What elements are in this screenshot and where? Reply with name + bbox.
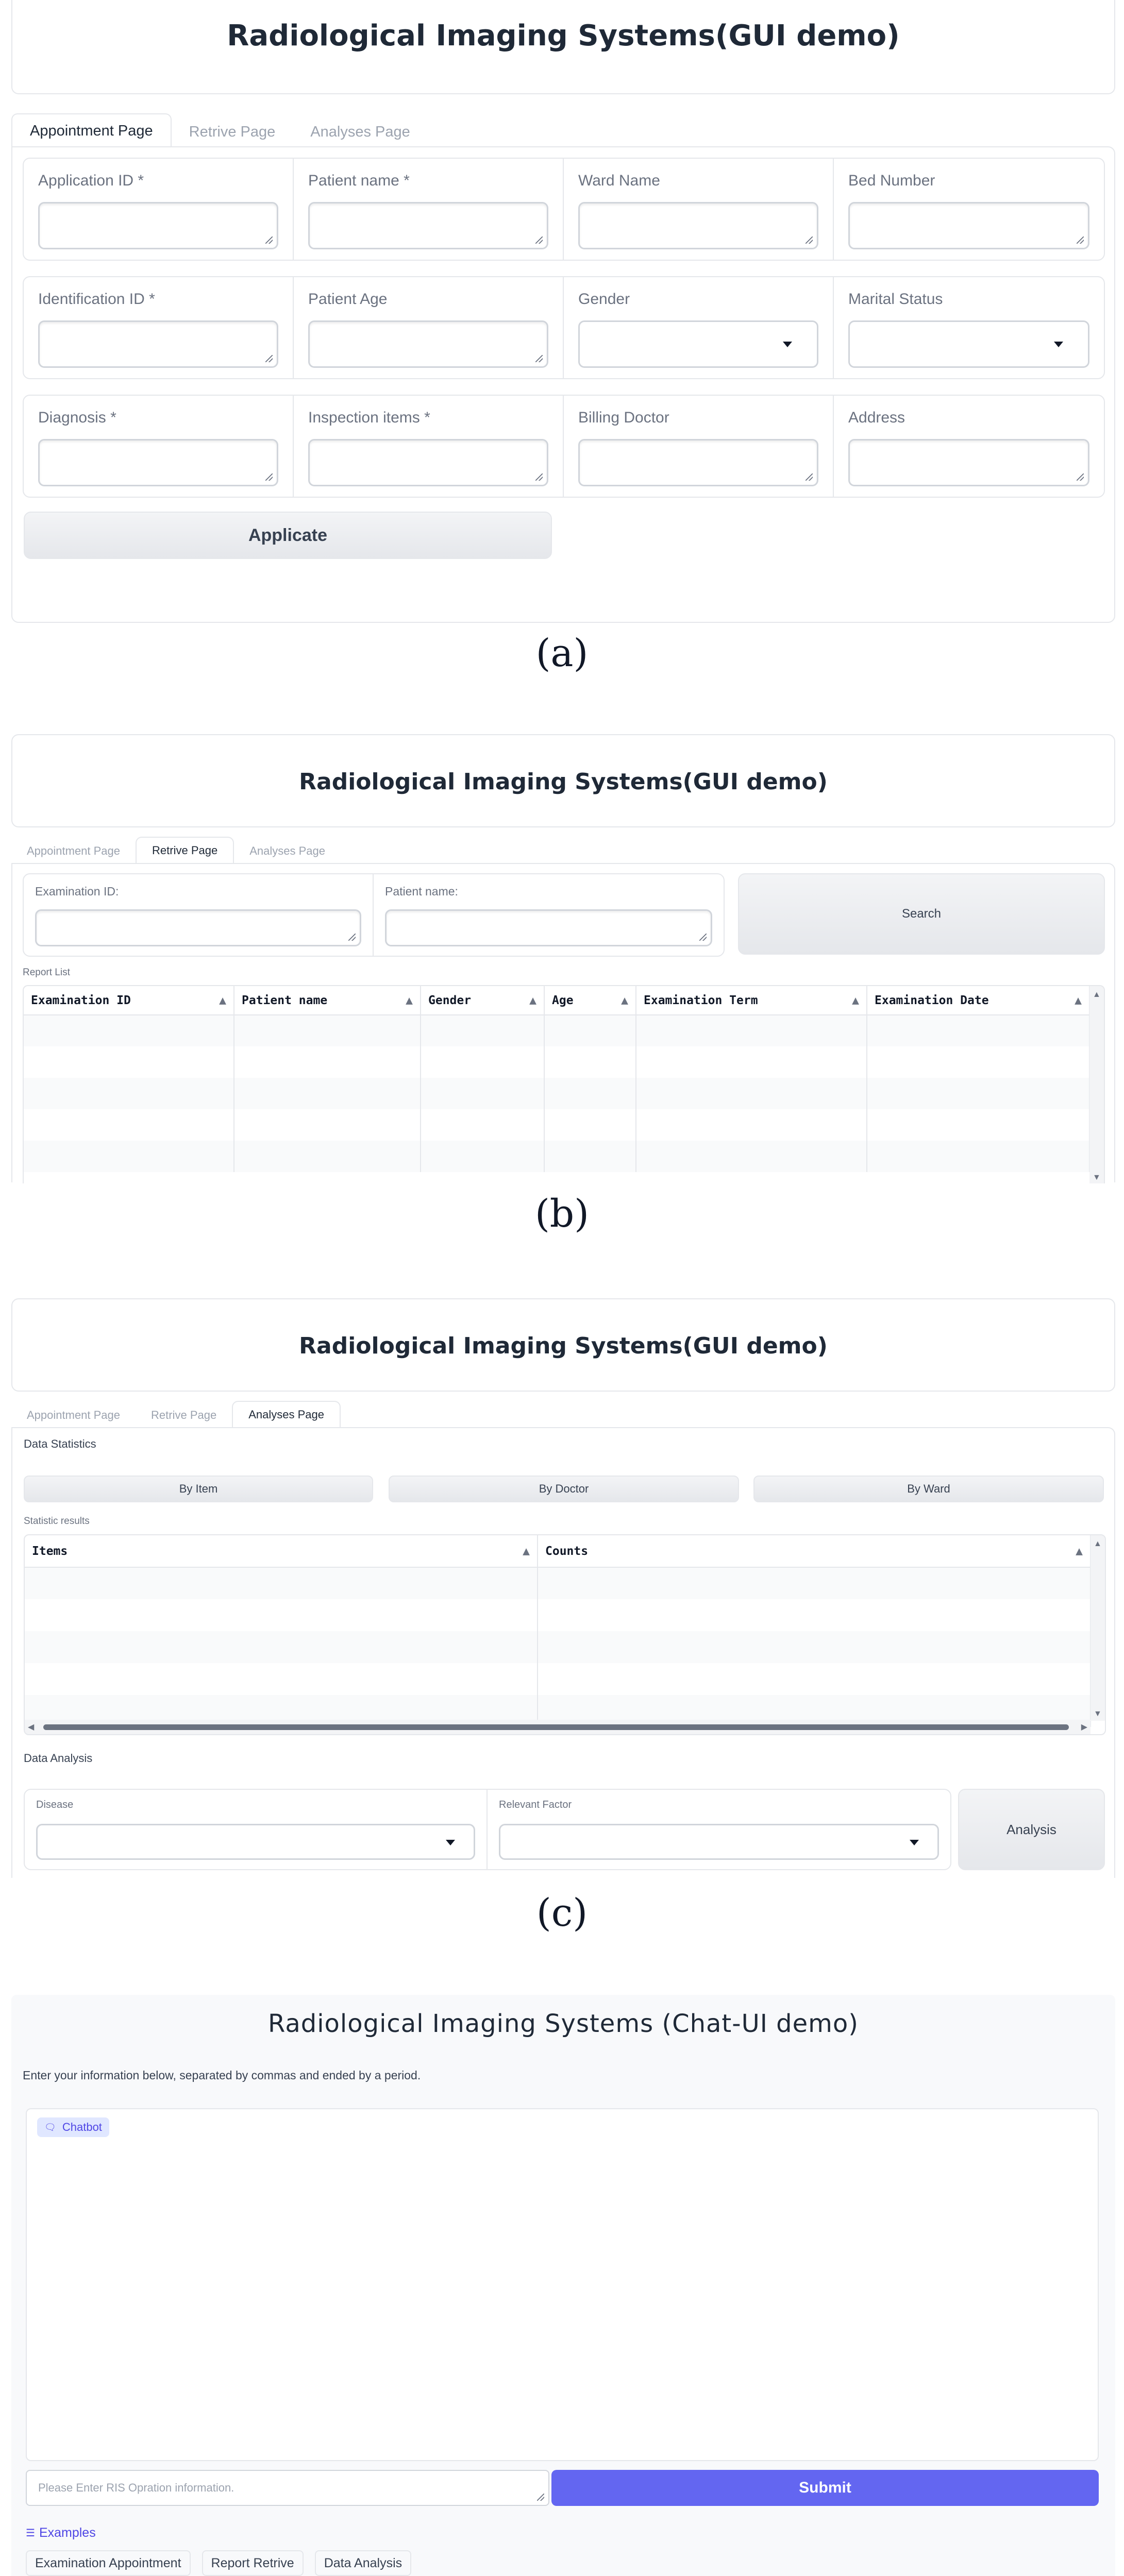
vertical-scrollbar[interactable] bbox=[1089, 986, 1104, 1183]
example-report-retrive[interactable]: Report Retrive bbox=[202, 2550, 304, 2576]
applicate-button[interactable]: Applicate bbox=[24, 512, 552, 559]
patient-age-input[interactable] bbox=[308, 320, 548, 368]
table-row[interactable] bbox=[25, 1599, 1091, 1631]
horizontal-scrollbar[interactable] bbox=[25, 1720, 1091, 1734]
tab-appointment[interactable]: Appointment Page bbox=[11, 113, 172, 147]
table-row[interactable] bbox=[25, 1631, 1091, 1663]
form-row-1 bbox=[23, 158, 1105, 261]
retrive-panel bbox=[11, 863, 1115, 1182]
statistic-results-label: Statistic results bbox=[24, 1516, 90, 1527]
tab-bar bbox=[11, 838, 341, 863]
list-icon: ☰ bbox=[26, 2528, 35, 2539]
address-field: Address bbox=[834, 396, 1104, 497]
analysis-button[interactable]: Analysis bbox=[958, 1789, 1105, 1870]
sort-icon[interactable]: ▲ bbox=[1076, 1544, 1083, 1558]
form-row-2 bbox=[23, 276, 1105, 379]
examination-id-field: Examination ID: bbox=[24, 874, 374, 956]
tab-retrive[interactable]: Retrive Page bbox=[136, 837, 234, 863]
page-title: Radiological Imaging Systems(GUI demo) bbox=[299, 769, 828, 795]
by-ward-button[interactable]: By Ward bbox=[753, 1476, 1104, 1502]
data-analysis-label: Data Analysis bbox=[24, 1752, 93, 1765]
chevron-down-icon bbox=[783, 342, 792, 347]
patient-age-field: Patient Age bbox=[294, 277, 564, 378]
scroll-up-icon[interactable]: ▲ bbox=[1094, 1539, 1102, 1548]
relevant-factor-dropdown[interactable] bbox=[499, 1824, 939, 1860]
table-row[interactable] bbox=[24, 1046, 1089, 1078]
example-examination-appointment[interactable]: Examination Appointment bbox=[26, 2550, 191, 2576]
analyses-panel bbox=[11, 1427, 1115, 1878]
column-header[interactable]: Gender ▲ bbox=[421, 986, 544, 1015]
chevron-down-icon bbox=[910, 1840, 919, 1845]
bed-number-field: Bed Number bbox=[834, 159, 1104, 260]
gender-field: Gender bbox=[564, 277, 834, 378]
page-title: Radiological Imaging Systems(GUI demo) bbox=[299, 1333, 828, 1359]
table-row[interactable] bbox=[24, 1141, 1089, 1172]
application-id-input[interactable] bbox=[38, 202, 278, 249]
scroll-up-icon[interactable]: ▲ bbox=[1093, 990, 1101, 999]
sort-icon[interactable]: ▲ bbox=[523, 1544, 530, 1558]
examples-header: ☰ Examples bbox=[26, 2526, 96, 2540]
chatbot-label: 🗨 Chatbot bbox=[37, 2117, 109, 2137]
tab-bar bbox=[11, 1402, 341, 1428]
sort-icon[interactable]: ▲ bbox=[852, 993, 859, 1007]
chatbot-area bbox=[26, 2108, 1099, 2461]
inspection-items-field: Inspection items * bbox=[294, 396, 564, 497]
tab-appointment[interactable]: Appointment Page bbox=[27, 1409, 121, 1421]
patient-name-field: Patient name * bbox=[294, 159, 564, 260]
tab-analyses[interactable]: Analyses Page bbox=[310, 123, 410, 140]
relevant-factor-field: Relevant Factor bbox=[488, 1790, 950, 1869]
scroll-thumb[interactable] bbox=[43, 1724, 1069, 1730]
chat-ui-panel bbox=[11, 1995, 1115, 2576]
patient-name-input[interactable] bbox=[308, 202, 548, 249]
panel-c-header bbox=[11, 1298, 1115, 1392]
search-fields bbox=[23, 873, 725, 957]
report-table bbox=[23, 985, 1105, 1183]
marital-status-field: Marital Status bbox=[834, 277, 1104, 378]
inspection-items-input[interactable] bbox=[308, 439, 548, 486]
patient-name-field: Patient name: bbox=[374, 874, 724, 956]
marital-status-dropdown[interactable] bbox=[848, 320, 1089, 368]
panel-b-header bbox=[11, 734, 1115, 827]
sort-icon[interactable]: ▲ bbox=[621, 993, 628, 1007]
disease-field: Disease bbox=[25, 1790, 488, 1869]
tab-bar bbox=[11, 114, 428, 147]
patient-name-input[interactable] bbox=[385, 909, 712, 946]
by-item-button[interactable]: By Item bbox=[24, 1476, 373, 1502]
tab-analyses[interactable]: Analyses Page bbox=[249, 844, 325, 857]
statistics-table bbox=[24, 1534, 1106, 1735]
table-row[interactable] bbox=[25, 1567, 1091, 1599]
column-header[interactable]: Patient name ▲ bbox=[234, 986, 421, 1015]
ward-name-input[interactable] bbox=[578, 202, 818, 249]
examples-list bbox=[26, 2550, 423, 2576]
tab-analyses[interactable]: Analyses Page bbox=[232, 1401, 341, 1428]
chevron-down-icon bbox=[446, 1840, 455, 1845]
column-header[interactable]: Counts ▲ bbox=[538, 1535, 1091, 1567]
vertical-scrollbar[interactable] bbox=[1091, 1535, 1105, 1721]
page-title: Radiological Imaging Systems (Chat-UI demo) bbox=[268, 2009, 859, 2038]
sort-icon[interactable]: ▲ bbox=[219, 993, 226, 1007]
sort-icon[interactable]: ▲ bbox=[406, 993, 413, 1007]
ris-information-input[interactable]: Please Enter RIS Opration information. bbox=[26, 2470, 549, 2506]
submit-button[interactable]: Submit bbox=[551, 2470, 1099, 2506]
page-title: Radiological Imaging Systems(GUI demo) bbox=[227, 19, 900, 53]
chat-icon: 🗨 bbox=[44, 2122, 56, 2132]
ward-name-field: Ward Name bbox=[564, 159, 834, 260]
tab-appointment[interactable]: Appointment Page bbox=[27, 844, 121, 857]
identification-id-field: Identification ID * bbox=[24, 277, 294, 378]
example-data-analysis[interactable]: Data Analysis bbox=[315, 2550, 411, 2576]
scroll-down-icon[interactable]: ▼ bbox=[1094, 1709, 1102, 1718]
column-header[interactable]: Examination ID ▲ bbox=[24, 986, 234, 1015]
by-doctor-button[interactable]: By Doctor bbox=[389, 1476, 739, 1502]
diagnosis-field: Diagnosis * bbox=[24, 396, 294, 497]
table-row[interactable] bbox=[25, 1663, 1091, 1695]
application-id-field: Application ID * bbox=[24, 159, 294, 260]
disease-dropdown[interactable] bbox=[36, 1824, 475, 1860]
address-input[interactable] bbox=[848, 439, 1089, 486]
examination-id-input[interactable] bbox=[35, 909, 361, 946]
identification-id-input[interactable] bbox=[38, 320, 278, 368]
diagnosis-input[interactable] bbox=[38, 439, 278, 486]
form-row-3 bbox=[23, 395, 1105, 498]
scroll-down-icon[interactable]: ▼ bbox=[1093, 1173, 1101, 1182]
sort-icon[interactable]: ▲ bbox=[529, 993, 536, 1007]
tab-retrive[interactable]: Retrive Page bbox=[151, 1409, 217, 1421]
search-button[interactable]: Search bbox=[738, 873, 1105, 955]
table-row[interactable] bbox=[24, 1078, 1089, 1109]
gender-dropdown[interactable] bbox=[578, 320, 818, 368]
caption-a: (a) bbox=[535, 631, 589, 675]
billing-doctor-input[interactable] bbox=[578, 439, 818, 486]
column-header[interactable]: Examination Date ▲ bbox=[867, 986, 1089, 1015]
scroll-right-icon[interactable]: ▶ bbox=[1081, 1723, 1087, 1732]
billing-doctor-field: Billing Doctor bbox=[564, 396, 834, 497]
column-header[interactable]: Items ▲ bbox=[25, 1535, 538, 1567]
chevron-down-icon bbox=[1054, 342, 1063, 347]
caption-b: (b) bbox=[534, 1192, 590, 1236]
tab-retrive[interactable]: Retrive Page bbox=[189, 123, 276, 140]
column-header[interactable]: Examination Term ▲ bbox=[636, 986, 867, 1015]
bed-number-input[interactable] bbox=[848, 202, 1089, 249]
column-header[interactable]: Age ▲ bbox=[544, 986, 636, 1015]
scroll-left-icon[interactable]: ◀ bbox=[28, 1723, 35, 1732]
appointment-form bbox=[11, 146, 1115, 623]
analysis-fields bbox=[24, 1789, 951, 1870]
report-list-label: Report List bbox=[23, 967, 70, 978]
data-statistics-label: Data Statistics bbox=[24, 1437, 96, 1450]
sort-icon[interactable]: ▲ bbox=[1075, 993, 1082, 1007]
caption-c: (c) bbox=[536, 1891, 588, 1935]
instruction-text: Enter your information below, separated by commas and ended by a period. bbox=[23, 2069, 421, 2082]
table-row[interactable] bbox=[24, 1109, 1089, 1141]
table-row[interactable] bbox=[24, 1015, 1089, 1046]
panel-a-header bbox=[11, 0, 1115, 94]
